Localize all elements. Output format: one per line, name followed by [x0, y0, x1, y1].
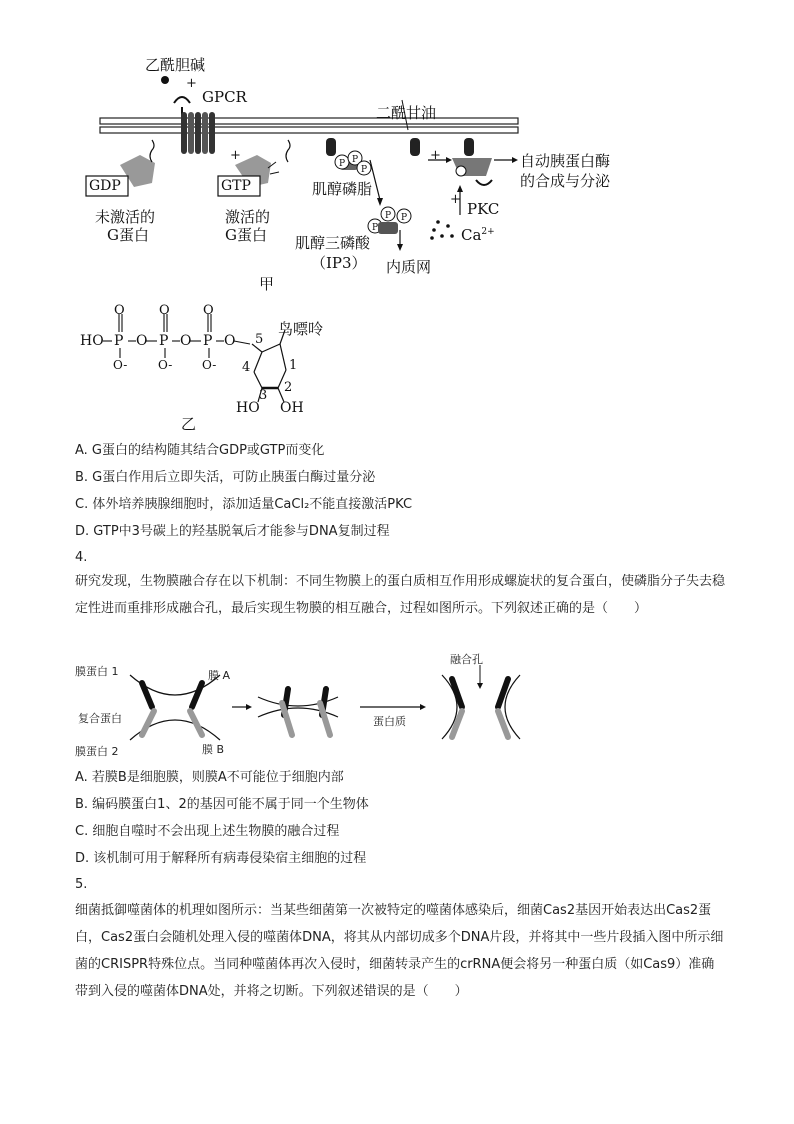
- label-plus-pkc: +: [450, 192, 461, 207]
- q3-option-b: B. G蛋白作用后立即失活，可防止胰蛋白酶过量分泌: [75, 470, 376, 485]
- q4-figure: [70, 655, 540, 760]
- label-c5: 5: [255, 332, 264, 347]
- label-oh-2: OH: [280, 400, 304, 416]
- calcium-ions: [430, 220, 454, 240]
- label-plus-right: +: [430, 148, 441, 163]
- phosphate-label: P: [384, 211, 392, 221]
- label-oh-3: HO: [236, 400, 260, 416]
- figure-yi: [0, 300, 794, 440]
- figure-jia: [0, 0, 794, 300]
- phosphate-label: P: [400, 213, 408, 223]
- label-ho: HO: [80, 333, 104, 349]
- label-output-line2: 的合成与分泌: [520, 172, 611, 190]
- phosphate-label: P: [351, 155, 359, 165]
- label-pip2: 肌醇磷脂: [312, 180, 373, 198]
- label-protein: 蛋白质: [373, 715, 406, 728]
- label-o-top-3: O: [203, 303, 214, 318]
- label-acetylcholine: 乙酰胆碱: [145, 56, 206, 74]
- q4-option-c: C. 细胞自噬时不会出现上述生物膜的融合过程: [75, 824, 340, 839]
- label-plus-mid: +: [230, 148, 241, 163]
- label-inactive-g-line1: 未激活的: [95, 208, 156, 226]
- label-c4: 4: [242, 360, 251, 375]
- q3-option-d: D. GTP中3号碳上的羟基脱氧后才能参与DNA复制过程: [75, 524, 390, 539]
- label-plus-top: +: [186, 76, 197, 91]
- label-fusion-pore: 融合孔: [450, 653, 483, 666]
- q4-option-d: D. 该机制可用于解释所有病毒侵染宿主细胞的过程: [75, 851, 367, 866]
- label-p-1: P: [114, 333, 124, 349]
- q5-number: 5.: [75, 877, 88, 892]
- label-ominus-2: O-: [158, 358, 173, 372]
- figure-jia-drawing: [0, 0, 794, 300]
- label-o-top-1: O: [114, 303, 125, 318]
- label-membrane-protein-1: 膜蛋白 1: [75, 665, 119, 678]
- label-o-top-2: O: [159, 303, 170, 318]
- label-o-link-3: O: [224, 333, 236, 349]
- label-c2: 2: [284, 380, 293, 395]
- diacylglycerol-marker: [410, 138, 420, 156]
- q3-option-c: C. 体外培养胰腺细胞时，添加适量CaCl₂不能直接激活PKC: [75, 497, 413, 512]
- label-o-link-2: O: [180, 333, 192, 349]
- q4-option-b: B. 编码膜蛋白1、2的基因可能不属于同一个生物体: [75, 797, 369, 812]
- q4-stem: 研究发现，生物膜融合存在以下机制：不同生物膜上的蛋白质相互作用形成螺旋状的复合蛋白，使磷脂分子失去稳定性进而重排形成融合孔，最后实现生物膜的相互融合，过程如图所示。下列叙述正确的是（ ）: [75, 574, 726, 616]
- label-membrane-b: 膜 B: [202, 743, 225, 756]
- membrane-outer-line: [100, 118, 518, 124]
- label-active-g-line1: 激活的: [225, 208, 271, 226]
- phosphate-label: P: [360, 165, 368, 175]
- label-gpcr: GPCR: [202, 88, 247, 106]
- caption-yi: 乙: [181, 415, 197, 433]
- membrane-fusion-drawing: [70, 655, 540, 760]
- label-pkc: PKC: [467, 200, 500, 218]
- label-p-3: P: [203, 333, 213, 349]
- plc-enzyme: [326, 138, 336, 156]
- receptor-cup: [174, 97, 190, 103]
- label-complex-protein: 复合蛋白: [78, 712, 122, 725]
- label-diacylglycerol: 二酰甘油: [376, 104, 437, 122]
- phosphate-label: P: [371, 223, 379, 233]
- q3-option-a: A. G蛋白的结构随其结合GDP或GTP而变化: [75, 443, 325, 458]
- label-gtp: GTP: [221, 178, 251, 194]
- label-active-g-line2: G蛋白: [225, 226, 267, 244]
- q4-option-a: A. 若膜B是细胞膜，则膜A不可能位于细胞内部: [75, 770, 344, 785]
- label-ominus-1: O-: [113, 358, 128, 372]
- label-ip3-line2: （IP3）: [311, 254, 367, 272]
- label-membrane-protein-2: 膜蛋白 2: [75, 745, 119, 758]
- caption-jia: 甲: [259, 275, 275, 293]
- label-er: 内质网: [386, 258, 432, 276]
- label-membrane-a: 膜 A: [208, 669, 231, 682]
- label-calcium: $Ca^{2+}$: [461, 226, 495, 244]
- q4-number: 4.: [75, 550, 88, 565]
- gpcr-receptor: [181, 112, 215, 154]
- label-guanine: 鸟嘌呤: [278, 320, 324, 338]
- label-gdp: GDP: [89, 178, 121, 194]
- label-p-2: P: [159, 333, 169, 349]
- label-o-link-1: O: [136, 333, 148, 349]
- membrane-inner-line: [100, 127, 518, 133]
- label-c3: 3: [259, 388, 268, 403]
- label-c1: 1: [289, 358, 298, 373]
- phosphate-label: P: [338, 159, 346, 169]
- label-output-line1: 自动胰蛋白酶: [520, 152, 611, 170]
- label-ip3-line1: 肌醇三磷酸: [295, 234, 371, 252]
- q5-stem: 细菌抵御噬菌体的机理如图所示：当某些细菌第一次被特定的噬菌体感染后，细菌Cas2基因开始表达出Cas2蛋白，Cas2蛋白会随机处理入侵的噬菌体DNA，将其从内部切成多个DNA片段，并将其中一些片段插入图中所示细菌的CRISPR特殊位点。当同种噬菌体再次入侵时，细菌转录产生的crRNA便会将另一种蛋白质（如Cas9）准确带到入侵的噬菌体DNA处，并将之切断。下列叙述错误的是（ ）: [75, 903, 724, 999]
- label-ominus-3: O-: [202, 358, 217, 372]
- acetylcholine-molecule: [161, 76, 169, 84]
- label-inactive-g-line2: G蛋白: [107, 226, 149, 244]
